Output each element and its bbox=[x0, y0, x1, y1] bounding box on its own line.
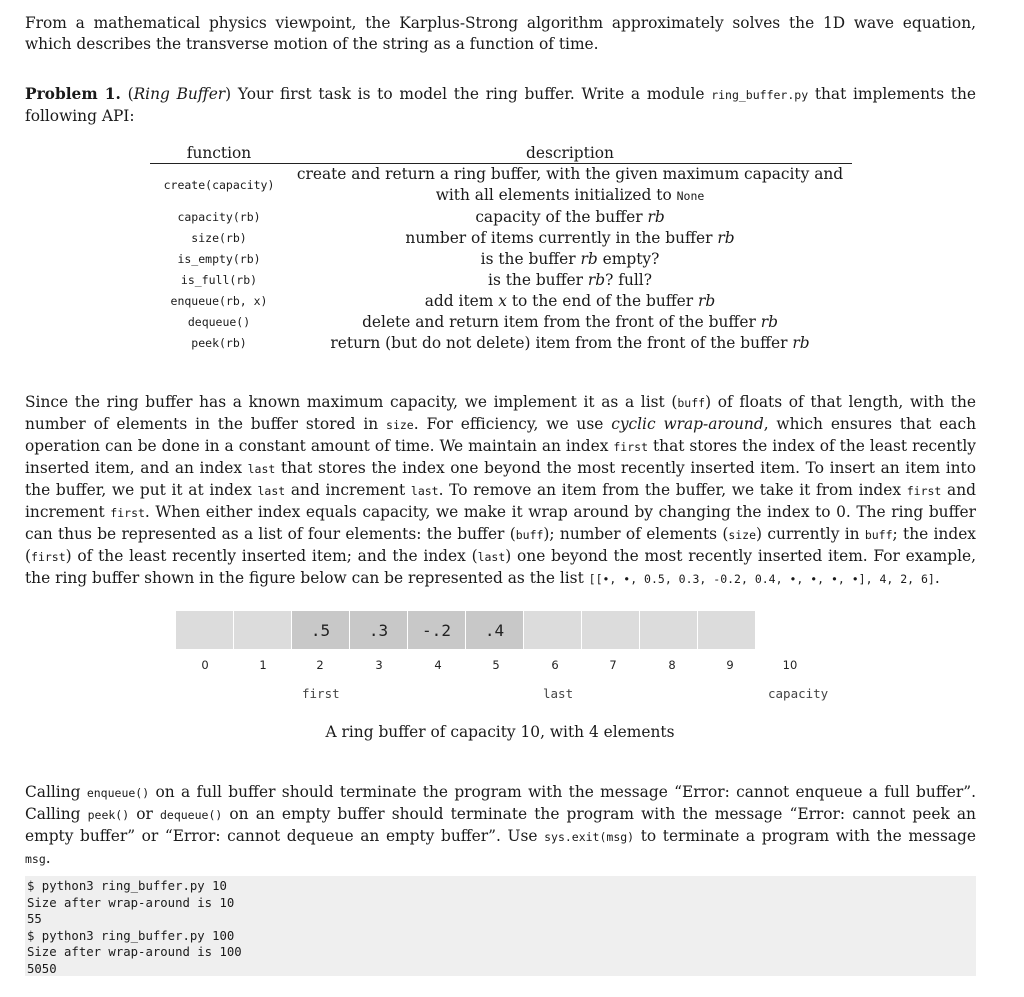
api-row-enqueue bbox=[150, 291, 852, 312]
problem-text-a: Your first task is to model the ring buffer. Write a module bbox=[231, 85, 712, 103]
api-description-text: add item bbox=[424, 292, 499, 310]
index-label: 7 bbox=[609, 658, 617, 672]
api-table-header bbox=[150, 143, 852, 164]
text: . bbox=[934, 569, 940, 587]
api-row-is-empty bbox=[150, 249, 852, 270]
api-description bbox=[288, 228, 852, 249]
intro-paragraph: From a mathematical physics viewpoint, the Karplus-Strong algorithm approximately solves the 1D wave equation, which describes the transverse motion of the string as a function of time. bbox=[25, 14, 976, 53]
code: first bbox=[906, 484, 942, 498]
api-description bbox=[288, 164, 852, 207]
buffer-cells bbox=[176, 611, 756, 649]
buffer-cell bbox=[524, 611, 581, 649]
code: first bbox=[110, 506, 145, 520]
problem-statement: Problem 1. (Ring Buffer) Your first task is to model the ring buffer. Write a module ring_buffer.py that implements the following API: bbox=[25, 85, 977, 125]
terminal-line: $ python3 ring_buffer.py 100 bbox=[27, 928, 235, 943]
api-description-var: x bbox=[498, 292, 507, 310]
text: on an empty buffer should terminate the program with the message “Error: cannot peek an empty buffer” or “Error: cannot dequeue an empty buffer”. Use bbox=[25, 805, 976, 845]
api-description bbox=[288, 291, 852, 312]
text: ); number of elements ( bbox=[543, 525, 729, 543]
terminal-line: Size after wrap-around is 100 bbox=[27, 945, 242, 960]
text: ) of floats of that length, with the number of elements in the buffer stored in bbox=[25, 393, 976, 433]
api-description-text: delete and return item from the front of the buffer bbox=[362, 313, 761, 331]
buffer-cell bbox=[640, 611, 697, 649]
api-description-text: to the end of the buffer bbox=[506, 292, 699, 310]
api-function: peek(rb) bbox=[191, 336, 247, 350]
api-description bbox=[288, 270, 852, 291]
text: that stores the index one beyond the most recently inserted item. To insert an item into the buffer, we put it at index bbox=[25, 459, 976, 499]
api-function: is_full(rb) bbox=[180, 273, 258, 287]
code: first bbox=[31, 550, 66, 564]
index-label: 4 bbox=[434, 658, 442, 672]
api-description-var: rb bbox=[587, 271, 606, 289]
api-description-text: is the buffer bbox=[488, 271, 588, 289]
text: that stores the index of the least recently inserted item, and an index bbox=[25, 437, 976, 477]
api-table bbox=[150, 143, 852, 354]
code: buff bbox=[515, 528, 544, 542]
api-description-text: ? full? bbox=[605, 271, 652, 289]
buffer-cell bbox=[234, 611, 291, 649]
buffer-cell bbox=[698, 611, 755, 649]
api-description-line: create and return a ring buffer, with the given maximum capacity and bbox=[296, 165, 844, 183]
api-description-var: rb bbox=[698, 292, 716, 310]
api-description-text: capacity of the buffer bbox=[475, 208, 648, 226]
buffer-cell bbox=[176, 611, 233, 649]
api-function: is_empty(rb) bbox=[177, 252, 261, 266]
api-description bbox=[288, 207, 852, 228]
figure-caption: A ring buffer of capacity 10, with 4 elements bbox=[325, 723, 675, 741]
text: ; the index ( bbox=[25, 525, 976, 565]
api-description-text: number of items currently in the buffer bbox=[405, 229, 718, 247]
text: Since the ring buffer has a known maximum capacity, we implement it as a list ( bbox=[25, 393, 678, 411]
code: msg bbox=[25, 852, 46, 866]
code: last bbox=[247, 462, 276, 476]
api-row-dequeue bbox=[150, 312, 852, 333]
terminal-line: Size after wrap-around is 10 bbox=[27, 895, 235, 910]
api-function: enqueue(rb, x) bbox=[170, 294, 268, 308]
capacity-label: capacity bbox=[768, 686, 829, 701]
terminal-output bbox=[25, 876, 976, 976]
api-row-is-full bbox=[150, 270, 852, 291]
problem-label: Problem 1. bbox=[25, 85, 121, 103]
index-label: 1 bbox=[259, 658, 267, 672]
buffer-cell: .5 bbox=[292, 611, 349, 649]
terminal-line: $ python3 ring_buffer.py 10 bbox=[27, 879, 227, 893]
code: peek() bbox=[87, 808, 130, 822]
api-description bbox=[288, 333, 852, 354]
terminal-line: 5050 bbox=[27, 961, 57, 976]
text: to terminate a program with the message bbox=[634, 827, 976, 845]
problem-title: Ring Buffer bbox=[133, 85, 226, 103]
index-label: 10 bbox=[782, 658, 798, 672]
header-function: function bbox=[186, 144, 252, 162]
terminal-line: 55 bbox=[27, 912, 42, 927]
index-label: 8 bbox=[668, 658, 676, 672]
header-description: description bbox=[526, 144, 614, 162]
text: . bbox=[45, 849, 51, 867]
first-pointer-label: first bbox=[302, 686, 340, 701]
api-description-var: rb bbox=[760, 313, 778, 331]
api-description-var: rb bbox=[717, 229, 735, 247]
api-description-text: with all elements initialized to bbox=[435, 186, 677, 204]
api-function: dequeue() bbox=[187, 315, 251, 329]
buffer-cell: .4 bbox=[466, 611, 523, 649]
index-label: 9 bbox=[726, 658, 734, 672]
text: and increment bbox=[285, 481, 411, 499]
code: sys.exit(msg) bbox=[544, 830, 635, 844]
buffer-cell: .3 bbox=[350, 611, 407, 649]
code: first bbox=[613, 440, 648, 454]
code: buff bbox=[864, 528, 893, 542]
api-function: create(capacity) bbox=[163, 178, 275, 192]
api-description-var: rb bbox=[580, 250, 598, 268]
api-description-var: rb bbox=[647, 208, 665, 226]
api-description-var: rb bbox=[792, 334, 810, 352]
errors-paragraph bbox=[25, 782, 976, 870]
text: . When either index equals capacity, we make it wrap around by changing the index to 0. The ring buffer can thus be represented as a list of four elements: the buffer ( bbox=[25, 503, 976, 543]
emphasis: cyclic wrap-around bbox=[611, 415, 764, 433]
api-function: size(rb) bbox=[191, 231, 247, 245]
index-label: 0 bbox=[201, 658, 209, 672]
index-label: 5 bbox=[492, 658, 500, 672]
text: . To remove an item from the buffer, we take it from index bbox=[438, 481, 907, 499]
api-description-text: empty? bbox=[597, 250, 660, 268]
text: . For efficiency, we use bbox=[413, 415, 612, 433]
api-description bbox=[288, 249, 852, 270]
api-description bbox=[288, 312, 852, 333]
api-row-capacity bbox=[150, 207, 852, 228]
code: size bbox=[728, 528, 757, 542]
code: size bbox=[386, 418, 414, 432]
code: buff bbox=[677, 396, 706, 410]
text: and increment bbox=[25, 481, 976, 521]
api-description-code: None bbox=[676, 189, 705, 203]
implementation-paragraph bbox=[25, 392, 976, 590]
code: [[•, •, 0.5, 0.3, -0.2, 0.4, •, •, •, •], 4, 2, 6] bbox=[588, 572, 935, 586]
buffer-cell: -.2 bbox=[408, 611, 465, 649]
text: , which ensures that each operation can be done in a constant amount of time. We maintain an index bbox=[25, 415, 976, 455]
ring-buffer-figure bbox=[150, 611, 850, 711]
text: ) currently in bbox=[756, 525, 865, 543]
code: enqueue() bbox=[86, 786, 150, 800]
problem-text-b: that implements the following API: bbox=[25, 85, 977, 125]
api-row-create bbox=[150, 164, 852, 207]
api-row-peek bbox=[150, 333, 852, 354]
api-description-text: return (but do not delete) item from the front of the buffer bbox=[330, 334, 793, 352]
api-row-size bbox=[150, 228, 852, 249]
text: ) of the least recently inserted item; and the index ( bbox=[65, 547, 478, 565]
api-description-line bbox=[288, 185, 852, 207]
api-function: capacity(rb) bbox=[177, 210, 261, 224]
code: dequeue() bbox=[159, 808, 223, 822]
index-label: 2 bbox=[316, 658, 324, 672]
index-label: 6 bbox=[551, 658, 559, 672]
buffer-cell bbox=[582, 611, 639, 649]
text: on a full buffer should terminate the program with the message “Error: cannot enqueue a full buffer”. Calling bbox=[25, 783, 976, 823]
text: Calling bbox=[25, 783, 87, 801]
code: last bbox=[410, 484, 439, 498]
module-name: ring_buffer.py bbox=[711, 88, 809, 102]
api-description-text: is the buffer bbox=[480, 250, 581, 268]
text: ) one beyond the most recently inserted item. For example, the ring buffer shown in the figure below can be represented as the list bbox=[25, 547, 976, 587]
last-pointer-label: last bbox=[543, 686, 574, 701]
code: last bbox=[257, 484, 286, 498]
text: or bbox=[129, 805, 160, 823]
code: last bbox=[477, 550, 506, 564]
index-label: 3 bbox=[375, 658, 383, 672]
